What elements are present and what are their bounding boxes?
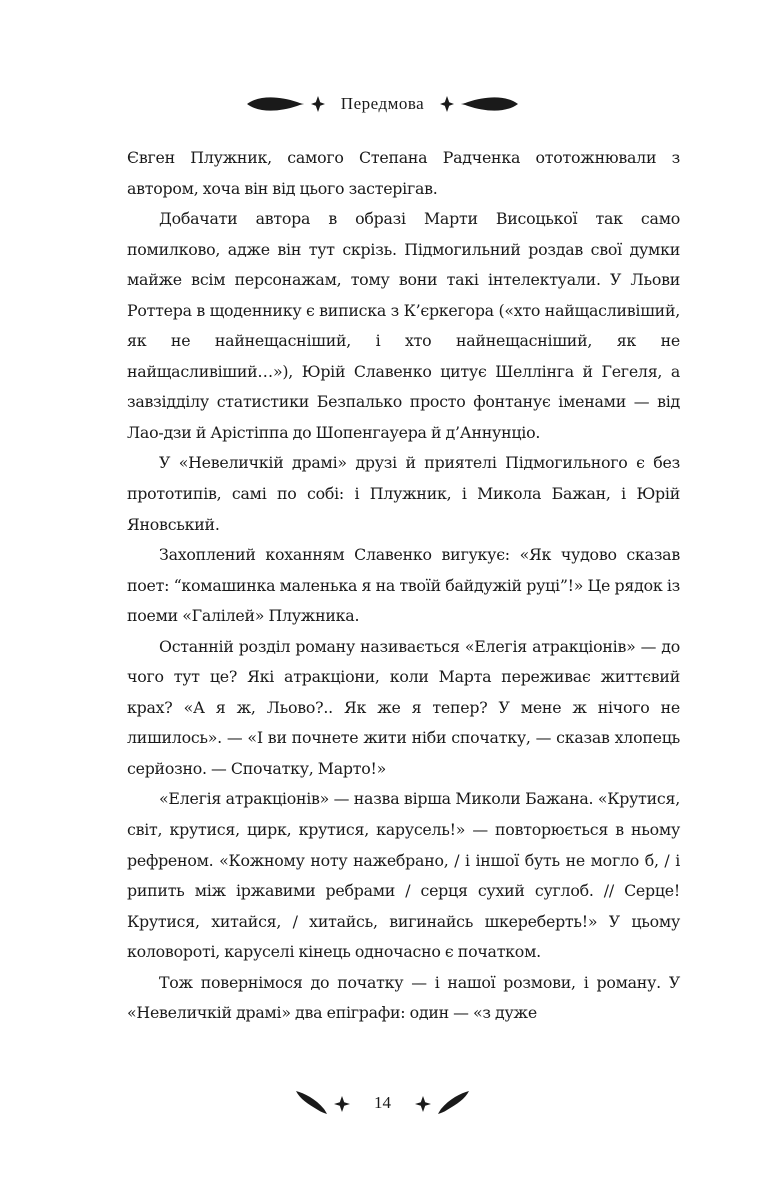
paragraph: Захоплений коханням Славенко вигукує: «Як чудово сказав поет: “комашинка маленька я на твоїй байдужій руці”!» Це рядок із поеми «Галілей» Плужника.: [127, 545, 680, 626]
paragraph: Добачати автора в образі Марти Висоцької так само помилково, адже він тут скрізь. Підмогильний роздав свої думки майже всім персонажам, тому вони такі інтелектуали. У Льови Роттера в щоденнику є виписка з К’єркегора («хто найщасливіший, як не найнещасніший, і хто найнещасніший, як не найщасливіший…»), Юрій Славенко цитує Шеллінга й Гегеля, а завзідділу статистики Безпалько просто фонтанує іменами — від Лао-дзи й Арістіппа до Шопенгауера й д’Аннунціо.: [127, 209, 680, 442]
paragraph: Тож повернімося до початку — і нашої розмови, і роману. У «Невеличкій драмі» два епіграфи: один — «з дуже: [127, 972, 680, 1023]
left-leaf-footer-icon: [294, 1085, 352, 1121]
running-header: [0, 88, 765, 120]
left-leaf-ornament-icon: [245, 93, 325, 115]
paragraph: «Елегія атракціонів» — назва вірша Миколи Бажана. «Крутися, світ, крутися, цирк, крутися, карусель!» — повторюється в ньому рефреном. «Кожному ноту нажебрано, / і іншої буть не могло б, / і рипить між іржавими ребрами / серця сухий суглоб. // Серце! Крутися, хитайся, / хитайсь, вигинайсь шкереберть!» У цьому коловороті, каруселі кінець одночасно є початком.: [127, 789, 680, 962]
page-title: Передмова: [340, 94, 425, 113]
page-number: 14: [374, 1093, 391, 1112]
body-text: [127, 143, 680, 1029]
paragraph: Євген Плужник, самого Степана Радченка ототожнювали з автором, хоча він від цього застерігав.: [127, 148, 680, 198]
paragraph: Останній розділ роману називається «Елегія атракціонів» — до чого тут це? Які атракціони, коли Марта переживає життєвий крах? «А я ж, Льово?.. Як же я тепер? У мене ж нічого не лишилось». — «І ви почнете жити ніби спочатку, — сказав хлопець серйозно. — Спочатку, Марто!»: [127, 636, 680, 778]
paragraph: У «Невеличкій драмі» друзі й приятелі Підмогильного є без прототипів, самі по собі: і Плужник, і Микола Бажан, і Юрій Яновський.: [127, 453, 680, 534]
right-leaf-ornament-icon: [440, 93, 520, 115]
page-footer: [0, 1075, 765, 1131]
right-leaf-footer-icon: [413, 1085, 471, 1121]
